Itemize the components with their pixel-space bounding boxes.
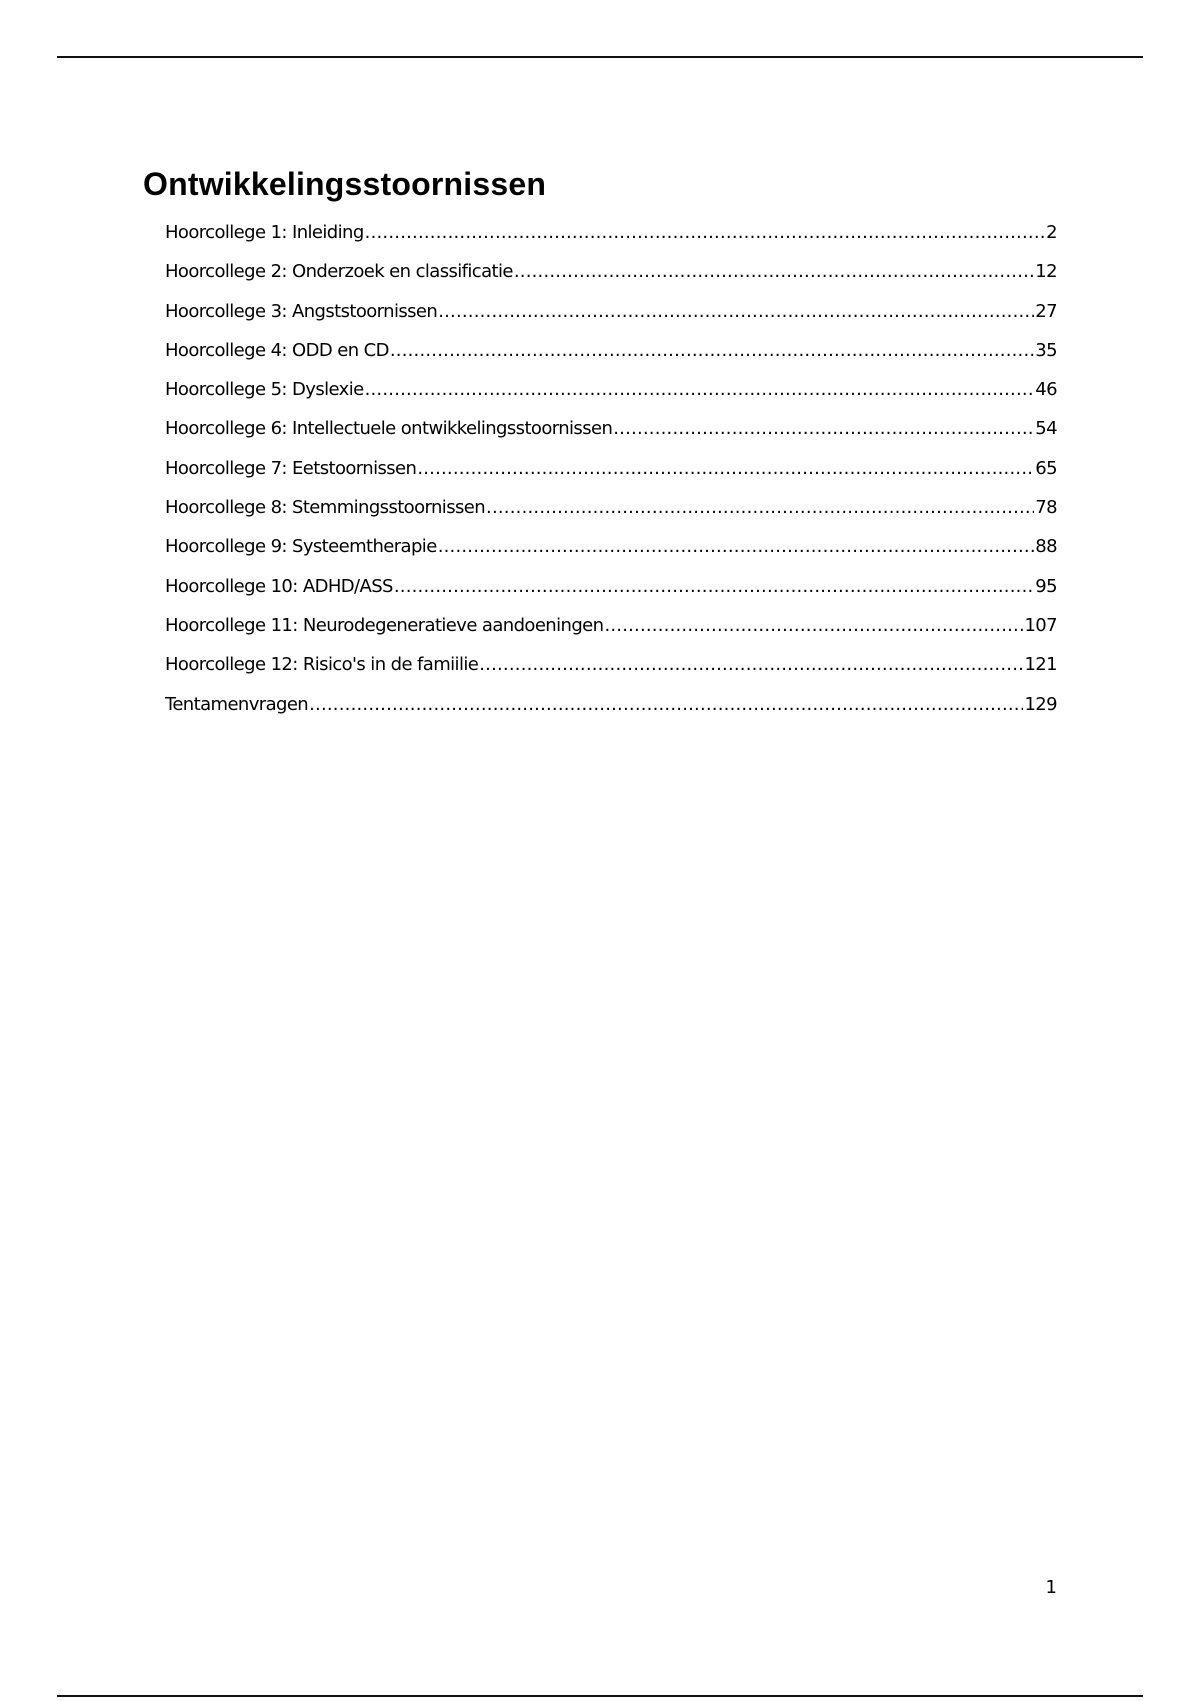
toc-entry-label: Hoorcollege 2: Onderzoek en classificatie xyxy=(165,261,513,283)
toc-entry[interactable] xyxy=(165,298,1057,337)
toc-entry[interactable] xyxy=(165,612,1057,651)
toc-entry-label: Tentamenvragen xyxy=(165,693,309,715)
toc-entry[interactable] xyxy=(165,533,1057,572)
toc-dot-leader xyxy=(365,376,1035,404)
toc-dot-leader xyxy=(365,219,1045,247)
toc-entry[interactable] xyxy=(165,573,1057,612)
toc-entry-label: Hoorcollege 7: Eetstoornissen xyxy=(165,457,417,479)
toc-entry-page: 121 xyxy=(1024,654,1057,676)
toc-dot-leader xyxy=(390,337,1034,365)
toc-entry-page: 46 xyxy=(1035,379,1057,401)
document-title: Ontwikkelingsstoornissen xyxy=(143,166,547,202)
toc-entry-page: 107 xyxy=(1024,614,1057,636)
toc-entry[interactable] xyxy=(165,494,1057,533)
toc-entry-page: 27 xyxy=(1035,300,1057,322)
toc-entry-page: 78 xyxy=(1035,497,1057,519)
toc-entry-label: Hoorcollege 8: Stemmingsstoornissen xyxy=(165,497,486,519)
page-number: 1 xyxy=(1045,1577,1057,1598)
toc-entry[interactable] xyxy=(165,337,1057,376)
table-of-contents xyxy=(165,219,1057,730)
toc-entry-page: 12 xyxy=(1035,261,1057,283)
footer-rule xyxy=(57,1695,1143,1697)
toc-dot-leader xyxy=(486,494,1034,522)
toc-entry-page: 35 xyxy=(1035,339,1057,361)
toc-dot-leader xyxy=(394,573,1034,601)
toc-entry[interactable] xyxy=(165,651,1057,690)
toc-entry-page: 88 xyxy=(1035,536,1057,558)
toc-entry-label: Hoorcollege 12: Risico's in de famiilie xyxy=(165,654,479,676)
toc-entry[interactable] xyxy=(165,415,1057,454)
toc-entry-label: Hoorcollege 5: Dyslexie xyxy=(165,379,364,401)
toc-entry-page: 95 xyxy=(1035,575,1057,597)
header-rule xyxy=(57,56,1143,58)
toc-dot-leader xyxy=(514,258,1034,286)
toc-dot-leader xyxy=(479,651,1023,679)
toc-entry-page: 129 xyxy=(1024,693,1057,715)
toc-entry-page: 54 xyxy=(1035,418,1057,440)
toc-entry[interactable] xyxy=(165,219,1057,258)
toc-dot-leader xyxy=(417,455,1034,483)
toc-entry-label: Hoorcollege 3: Angststoornissen xyxy=(165,300,438,322)
toc-dot-leader xyxy=(604,612,1023,640)
toc-entry[interactable] xyxy=(165,455,1057,494)
toc-entry-label: Hoorcollege 1: Inleiding xyxy=(165,222,364,243)
toc-dot-leader xyxy=(438,533,1035,561)
toc-entry-label: Hoorcollege 4: ODD en CD xyxy=(165,339,389,361)
toc-entry-label: Hoorcollege 6: Intellectuele ontwikkelingsstoornissen xyxy=(165,418,613,440)
toc-dot-leader xyxy=(613,415,1034,443)
toc-entry-page: 65 xyxy=(1035,457,1057,479)
toc-entry[interactable] xyxy=(165,691,1057,730)
toc-dot-leader xyxy=(438,298,1034,326)
toc-entry[interactable] xyxy=(165,376,1057,415)
toc-entry-label: Hoorcollege 10: ADHD/ASS xyxy=(165,575,393,597)
toc-entry[interactable] xyxy=(165,258,1057,297)
toc-dot-leader xyxy=(309,691,1023,719)
toc-entry-page: 2 xyxy=(1046,222,1057,243)
toc-entry-label: Hoorcollege 9: Systeemtherapie xyxy=(165,536,437,558)
toc-entry-label: Hoorcollege 11: Neurodegeneratieve aandoeningen xyxy=(165,614,604,636)
